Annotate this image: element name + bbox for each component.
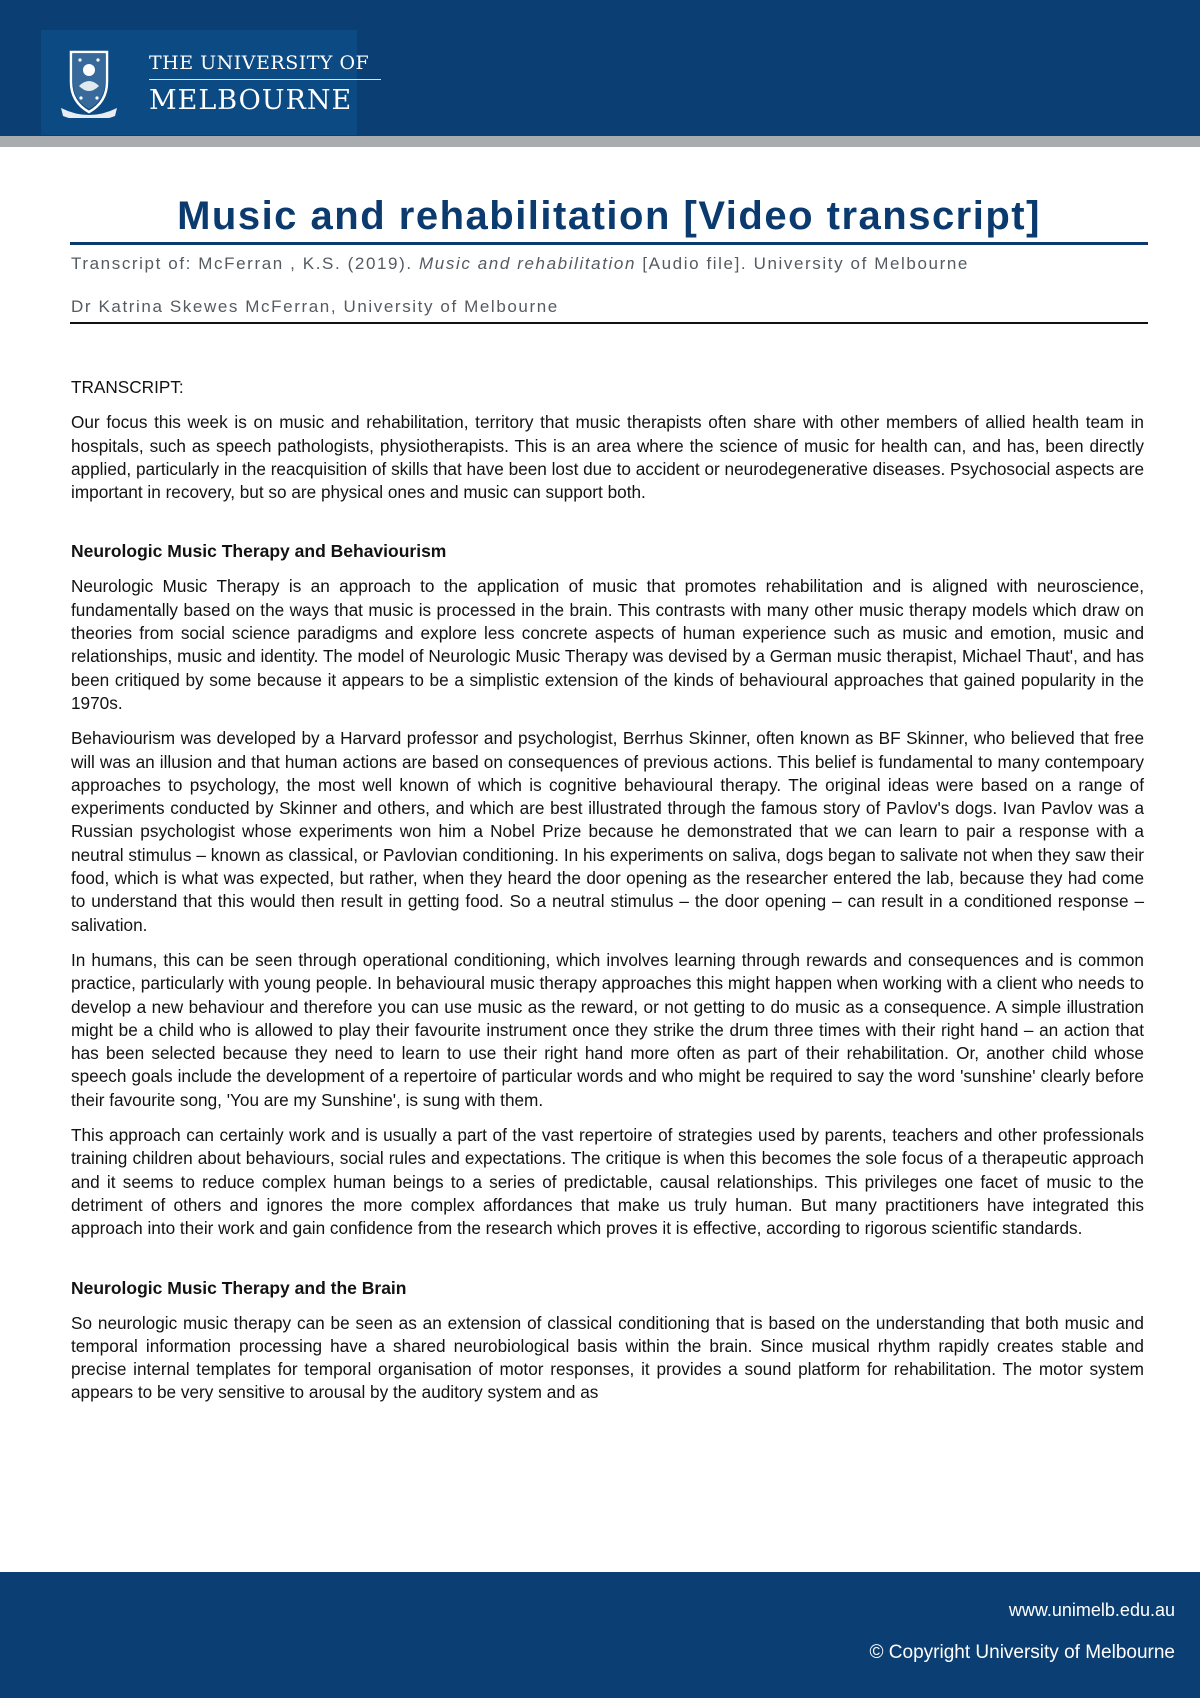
logo-text-line1: THE UNIVERSITY OF	[149, 52, 370, 74]
paragraph: This approach can certainly work and is usually a part of the vast repertoire of strategies used by parents, teachers and other professionals training children about behaviours, social rules and expectations. The critique is when this becomes the sole focus of a therapeutic approach and it seems to reduce complex human beings to a series of predictable, causal relationships. This privileges one facet of music to the detriment of others and ignores the more complex affordances that make us truly human. But many practitioners have integrated this approach into their work and gain confidence from the research which proves it is effective, according to rigorous scientific standards.	[71, 1125, 1144, 1239]
citation-title: Music and rehabilitation	[419, 254, 637, 273]
transcript-label: TRANSCRIPT:	[71, 377, 184, 397]
page-title: Music and rehabilitation [Video transcript]	[177, 194, 1041, 238]
paragraph: Neurologic Music Therapy is an approach to the application of music that promotes rehabilitation and is aligned with neuroscience, fundamentally based on the ways that music is processed in the brain. This contrasts with many other music therapy models which draw on theories from social science paradigms and explore less concrete aspects of human experience such as music and emotion, music and relationships, music and identity. The model of Neurologic Music Therapy was devised by a German music therapist, Michael Thaut', and has been critiqued by some because it appears to be a simplistic extension of the kinds of behavioural approaches that gained popularity in the 1970s.	[71, 576, 1144, 713]
citation-prefix: Transcript of: McFerran , K.S. (2019).	[71, 254, 420, 273]
transcript-body	[71, 376, 1144, 1417]
section-heading-brain: Neurologic Music Therapy and the Brain	[71, 1277, 407, 1298]
citation-suffix: [Audio file]. University of Melbourne	[636, 254, 969, 273]
title-underline	[70, 242, 1148, 245]
footer-website-link[interactable]: www.unimelb.edu.au	[1008, 1600, 1175, 1620]
header-divider	[0, 136, 1200, 147]
speaker-line: Dr Katrina Skewes McFerran, University of Melbourne	[71, 297, 559, 316]
intro-paragraph: Our focus this week is on music and rehabilitation, territory that music therapists often share with other members of allied health team in hospitals, such as speech pathologists, physiotherapists. This is an area where the science of music for health can, and has, been directly applied, particularly in the reacquisition of skills that have been lost due to accident or neurodegenerative diseases. Psychosocial aspects are important in recovery, but so are physical ones and music can support both.	[71, 412, 1144, 503]
university-crest-icon	[59, 46, 119, 118]
university-logo[interactable]	[41, 30, 370, 135]
meta-divider	[70, 322, 1148, 324]
paragraph: Behaviourism was developed by a Harvard professor and psychologist, Berrhus Skinner, often known as BF Skinner, who believed that free will was an illusion and that human actions are based on consequences of previous actions. This belief is fundamental to many contempoary approaches to psychology, the most well known of which is cognitive behavioural therapy. The original ideas were based on a range of experiments conducted by Skinner and others, and which are best illustrated through the famous story of Pavlov's dogs. Ivan Pavlov was a Russian psychologist whose experiments won him a Nobel Prize because he demonstrated that we can learn to pair a response with a neutral stimulus – known as classical, or Pavlovian conditioning. In his experiments on saliva, dogs began to salivate not when they saw their food, which is what was expected, but rather, when they heard the door opening as the researcher entered the lab, because they had come to understand that this would then result in getting food. So a neutral stimulus – the door opening – can result in a conditioned response – salivation.	[71, 728, 1144, 935]
section-heading-behaviourism: Neurologic Music Therapy and Behaviourism	[71, 541, 447, 562]
footer-band	[0, 1572, 1200, 1698]
citation-line	[71, 254, 969, 274]
paragraph: So neurologic music therapy can be seen as an extension of classical conditioning that is based on the understanding that both music and temporal information processing have a shared neurobiological basis within the brain. Since musical rhythm rapidly creates stable and precise internal templates for temporal organisation of motor responses, it provides a sound platform for rehabilitation. The motor system appears to be very sensitive to arousal by the auditory system and as	[71, 1312, 1144, 1403]
paragraph: In humans, this can be seen through operational conditioning, which involves learning through rewards and consequences and is common practice, particularly with young people. In behavioural music therapy approaches this might happen when working with a client who needs to develop a new behaviour and therefore you can use music as the reward, or not getting to do music as a consequence. A simple illustration might be a child who is allowed to play their favourite instrument once they strike the drum three times with their right hand – an action that has been selected because they need to learn to use their right hand more often as part of their rehabilitation. Or, another child whose speech goals include the development of a repertoire of particular words and who might be required to say the word 'sunshine' clearly before their favourite song, 'You are my Sunshine', is sung with them.	[71, 949, 1144, 1110]
footer-copyright: © Copyright University of Melbourne	[869, 1642, 1175, 1663]
logo-text-line2: MELBOURNE	[149, 85, 353, 116]
logo-divider	[149, 79, 381, 80]
